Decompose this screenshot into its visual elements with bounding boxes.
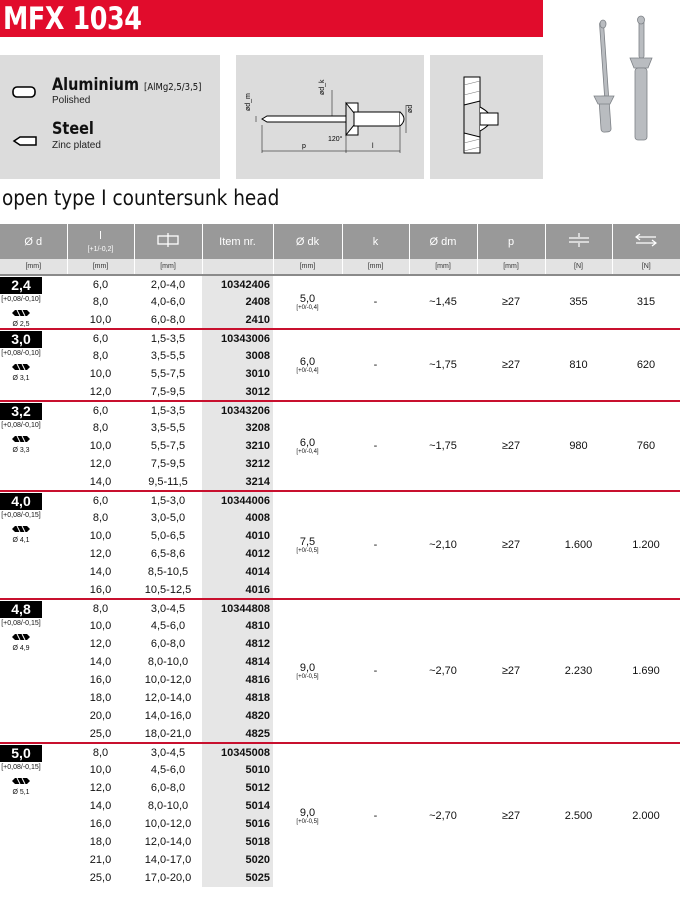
length-cell: 10,0 [89, 764, 112, 776]
length-cell: 8,0 [67, 743, 134, 761]
drill-size: Ø 5,1 [12, 789, 30, 796]
diameter-cell [0, 401, 67, 491]
item-number-cell: 3208 [202, 419, 273, 437]
p-cell: ≥27 [477, 743, 545, 887]
shear-cell: 1.600 [545, 491, 612, 599]
drill-size: Ø 2,5 [12, 321, 30, 328]
k-cell: - [342, 275, 409, 329]
item-number-cell: 4818 [202, 689, 273, 707]
dk-value: 7,5 [299, 536, 316, 548]
col-grip-range [134, 224, 202, 259]
title-bar [0, 0, 543, 37]
dk-cell [273, 599, 342, 743]
length-cell: 20,0 [89, 710, 112, 722]
label-l: l [372, 143, 374, 150]
grip-range-cell: 6,5-8,6 [150, 548, 186, 560]
k-cell: - [342, 599, 409, 743]
diameter-tolerance: [+0,08/-0,10] [1, 296, 41, 303]
table-row [0, 599, 680, 617]
item-number-cell: 3008 [202, 347, 273, 365]
item-number-cell: 5012 [202, 779, 273, 797]
diameter-cell [0, 743, 67, 887]
diameter-cell [0, 491, 67, 599]
grip-range-cell: 7,5-9,5 [150, 385, 186, 398]
length-cell: 25,0 [89, 872, 112, 884]
item-number-cell: 10343206 [202, 401, 273, 419]
dk-tolerance: [+0/-0,5] [296, 674, 319, 680]
diameter-label: 5,0 [0, 745, 42, 762]
length-cell: 8,0 [92, 422, 109, 434]
dk-cell [273, 491, 342, 599]
item-number-cell: 3010 [202, 365, 273, 383]
drill-size: Ø 3,3 [12, 447, 30, 454]
item-number-cell: 4016 [202, 581, 273, 599]
grip-range-cell: 1,5-3,5 [134, 401, 202, 419]
grip-range-cell: 12,0-14,0 [144, 836, 192, 848]
dk-tolerance: [+0/-0,4] [296, 368, 319, 374]
p-cell: ≥27 [477, 329, 545, 401]
item-number-cell: 3214 [202, 473, 273, 491]
length-cell: 10,0 [89, 440, 112, 452]
drill-icon [11, 777, 31, 785]
item-number-cell: 4820 [202, 707, 273, 725]
length-cell: 8,0 [92, 512, 109, 524]
length-cell: 18,0 [89, 692, 112, 704]
grip-range-cell: 5,5-7,5 [150, 440, 186, 452]
diameter-cell [0, 599, 67, 743]
length-cell: 18,0 [89, 836, 112, 848]
shear-force-icon [567, 233, 591, 247]
steel-rivet-icon [12, 135, 40, 147]
drill-size: Ø 3,1 [12, 375, 30, 382]
k-cell: - [342, 743, 409, 887]
item-number-cell: 3210 [202, 437, 273, 455]
k-cell: - [342, 491, 409, 599]
dm-cell: ~2,70 [409, 743, 477, 887]
grip-range-cell: 4,5-6,0 [150, 620, 186, 632]
grip-range-cell: 8,0-10,0 [147, 800, 189, 812]
col-d: Ø d [0, 224, 67, 259]
diameter-label: 3,0 [0, 331, 42, 348]
tensile-cell: 2.000 [612, 743, 680, 887]
dm-cell: ~1,75 [409, 401, 477, 491]
item-number-cell: 10342406 [202, 275, 273, 293]
grip-range-cell: 8,5-10,5 [147, 566, 189, 578]
diameter-label: 2,4 [0, 277, 42, 294]
col-shear [545, 224, 612, 259]
drill-size: Ø 4,9 [12, 645, 30, 652]
length-cell: 8,0 [67, 599, 134, 617]
product-title: MFX 1034 [3, 1, 142, 37]
diameter-label: 4,8 [0, 601, 42, 618]
item-number-cell: 5010 [202, 761, 273, 779]
item-number-cell: 4814 [202, 653, 273, 671]
diameter-cell [0, 329, 67, 401]
length-cell: 12,0 [89, 458, 112, 470]
item-number-cell: 10344006 [202, 491, 273, 509]
length-cell: 25,0 [89, 727, 112, 740]
label-dk: ød_k [319, 79, 326, 95]
dk-value: 6,0 [299, 356, 316, 368]
tensile-cell: 315 [612, 275, 680, 329]
length-cell: 10,0 [89, 368, 112, 380]
grip-range-cell: 4,0-6,0 [150, 296, 186, 308]
length-cell: 16,0 [89, 674, 112, 686]
item-number-cell: 5020 [202, 851, 273, 869]
item-number-cell: 4816 [202, 671, 273, 689]
dm-cell: ~1,45 [409, 275, 477, 329]
shear-cell: 2.230 [545, 599, 612, 743]
drill-icon [11, 435, 31, 443]
table-row [0, 329, 680, 347]
table-body [0, 275, 680, 887]
rivets-photo [590, 14, 670, 144]
col-item-nr: Item nr. [202, 224, 273, 259]
grip-range-cell: 6,0-8,0 [150, 638, 186, 650]
item-number-cell: 4010 [202, 527, 273, 545]
length-cell: 6,0 [67, 275, 134, 293]
col-dm: Ø dm [409, 224, 477, 259]
dk-value: 9,0 [299, 662, 316, 674]
p-cell: ≥27 [477, 401, 545, 491]
col-k: k [342, 224, 409, 259]
diameter-cell [0, 275, 67, 329]
tensile-cell: 620 [612, 329, 680, 401]
dk-cell [273, 275, 342, 329]
grip-range-cell: 2,0-4,0 [134, 275, 202, 293]
item-number-cell: 3212 [202, 455, 273, 473]
drill-size: Ø 4,1 [12, 537, 30, 544]
grip-range-cell: 12,0-14,0 [144, 692, 192, 704]
grip-range-cell: 9,5-11,5 [148, 475, 188, 488]
k-cell: - [342, 329, 409, 401]
length-cell: 12,0 [89, 548, 112, 560]
item-number-cell: 4012 [202, 545, 273, 563]
table-row [0, 743, 680, 761]
grip-range-cell: 10,5-12,5 [144, 583, 192, 596]
item-number-cell: 4825 [202, 725, 273, 743]
subtitle: open type I countersunk head [2, 186, 280, 210]
length-cell: 14,0 [89, 656, 112, 668]
installed-rivet-diagram [430, 55, 543, 179]
tensile-force-icon [634, 233, 658, 247]
dk-value: 6,0 [299, 437, 316, 449]
item-number-cell: 10344808 [202, 599, 273, 617]
dk-value: 5,0 [299, 293, 316, 305]
grip-range-cell: 17,0-20,0 [144, 872, 192, 884]
length-cell: 16,0 [89, 818, 112, 830]
table-row [0, 275, 680, 293]
item-number-cell: 4810 [202, 617, 273, 635]
dk-tolerance: [+0/-0,4] [296, 305, 319, 311]
tensile-cell: 760 [612, 401, 680, 491]
grip-range-cell: 10,0-12,0 [144, 818, 192, 830]
material-aluminium-name: Aluminium [AlMg2,5/3,5] [52, 75, 202, 95]
length-cell: 8,0 [92, 296, 109, 308]
grip-range-cell: 18,0-21,0 [144, 727, 192, 740]
dm-cell: ~1,75 [409, 329, 477, 401]
item-number-cell: 5016 [202, 815, 273, 833]
length-cell: 12,0 [89, 638, 112, 650]
item-number-cell: 5025 [202, 869, 273, 887]
drill-icon [11, 633, 31, 641]
diameter-label: 3,2 [0, 403, 42, 420]
drill-icon [11, 525, 31, 533]
col-l: l [+1/-0,2] [67, 224, 134, 259]
label-dm: ød_m [245, 93, 252, 111]
length-cell: 8,0 [92, 350, 109, 362]
length-cell: 10,0 [89, 620, 112, 632]
item-number-cell: 10345008 [202, 743, 273, 761]
grip-range-cell: 1,5-3,5 [134, 329, 202, 347]
material-aluminium-finish: Polished [52, 95, 91, 106]
grip-range-cell: 5,5-7,5 [150, 368, 186, 380]
grip-range-cell: 3,0-4,5 [134, 599, 202, 617]
grip-range-cell: 1,5-3,0 [134, 491, 202, 509]
rivet-dimension-diagram [236, 55, 424, 179]
table-row [0, 491, 680, 509]
grip-range-cell: 10,0-12,0 [144, 674, 192, 686]
item-number-cell: 2408 [202, 293, 273, 311]
material-steel-name: Steel [52, 119, 94, 139]
item-number-cell: 4008 [202, 509, 273, 527]
grip-range-cell: 3,5-5,5 [150, 350, 186, 362]
length-cell: 14,0 [89, 566, 112, 578]
shear-cell: 355 [545, 275, 612, 329]
grip-range-cell: 3,0-4,5 [134, 743, 202, 761]
grip-range-cell: 4,5-6,0 [150, 764, 186, 776]
dk-value: 9,0 [299, 806, 316, 819]
grip-range-icon [156, 233, 180, 247]
shear-cell: 2.500 [545, 743, 612, 887]
item-number-cell: 4014 [202, 563, 273, 581]
diameter-tolerance: [+0,08/-0,10] [1, 350, 41, 357]
diameter-tolerance: [+0,08/-0,15] [1, 620, 41, 627]
table-row [0, 401, 680, 419]
shear-cell: 810 [545, 329, 612, 401]
length-cell: 10,0 [89, 530, 112, 542]
dk-cell [273, 743, 342, 887]
item-number-cell: 2410 [202, 311, 273, 329]
item-number-cell: 4812 [202, 635, 273, 653]
p-cell: ≥27 [477, 599, 545, 743]
diameter-label: 4,0 [0, 493, 42, 510]
length-cell: 6,0 [67, 491, 134, 509]
k-cell: - [342, 401, 409, 491]
label-angle: 120° [328, 136, 343, 143]
p-cell: ≥27 [477, 275, 545, 329]
item-number-cell: 10343006 [202, 329, 273, 347]
item-number-cell: 5018 [202, 833, 273, 851]
drill-icon [11, 309, 31, 317]
grip-range-cell: 14,0-16,0 [144, 710, 192, 722]
grip-range-cell: 3,0-5,0 [150, 512, 186, 524]
dk-cell [273, 401, 342, 491]
materials-panel [0, 55, 220, 179]
grip-range-cell: 6,0-8,0 [150, 782, 186, 794]
dm-cell: ~2,70 [409, 599, 477, 743]
diameter-tolerance: [+0,08/-0,15] [1, 764, 41, 771]
aluminium-rivet-icon [10, 85, 38, 99]
length-cell: 16,0 [89, 583, 112, 596]
grip-range-cell: 14,0-17,0 [144, 854, 192, 866]
units-row: [mm] [mm] [mm] [mm] [mm] [mm] [mm] [N] [N] [0, 259, 680, 275]
shear-cell: 980 [545, 401, 612, 491]
p-cell: ≥27 [477, 491, 545, 599]
material-steel-finish: Zinc plated [52, 140, 101, 151]
drill-icon [11, 363, 31, 371]
dk-cell [273, 329, 342, 401]
dk-tolerance: [+0/-0,5] [296, 818, 319, 825]
grip-range-cell: 3,5-5,5 [150, 422, 186, 434]
label-d: ød [407, 104, 414, 113]
tensile-cell: 1.690 [612, 599, 680, 743]
grip-range-cell: 7,5-9,5 [150, 458, 186, 470]
col-tensile [612, 224, 680, 259]
label-p: p [302, 143, 306, 150]
diameter-tolerance: [+0,08/-0,15] [1, 512, 41, 519]
tensile-cell: 1.200 [612, 491, 680, 599]
diameter-tolerance: [+0,08/-0,10] [1, 422, 41, 429]
grip-range-cell: 5,0-6,5 [150, 530, 186, 542]
length-cell: 6,0 [67, 401, 134, 419]
dm-cell: ~2,10 [409, 491, 477, 599]
dk-tolerance: [+0/-0,4] [296, 449, 319, 455]
col-p: p [477, 224, 545, 259]
length-cell: 12,0 [89, 782, 112, 794]
length-cell: 14,0 [89, 800, 112, 812]
grip-range-cell: 8,0-10,0 [147, 656, 189, 668]
item-number-cell: 5014 [202, 797, 273, 815]
length-cell: 12,0 [89, 385, 112, 398]
length-cell: 21,0 [89, 854, 112, 866]
grip-range-cell: 6,0-8,0 [150, 313, 186, 326]
length-cell: 6,0 [67, 329, 134, 347]
item-number-cell: 3012 [202, 383, 273, 401]
specification-table [0, 224, 680, 887]
length-cell: 14,0 [89, 475, 112, 488]
col-dk: Ø dk [273, 224, 342, 259]
dk-tolerance: [+0/-0,5] [296, 548, 319, 554]
length-cell: 10,0 [89, 313, 112, 326]
